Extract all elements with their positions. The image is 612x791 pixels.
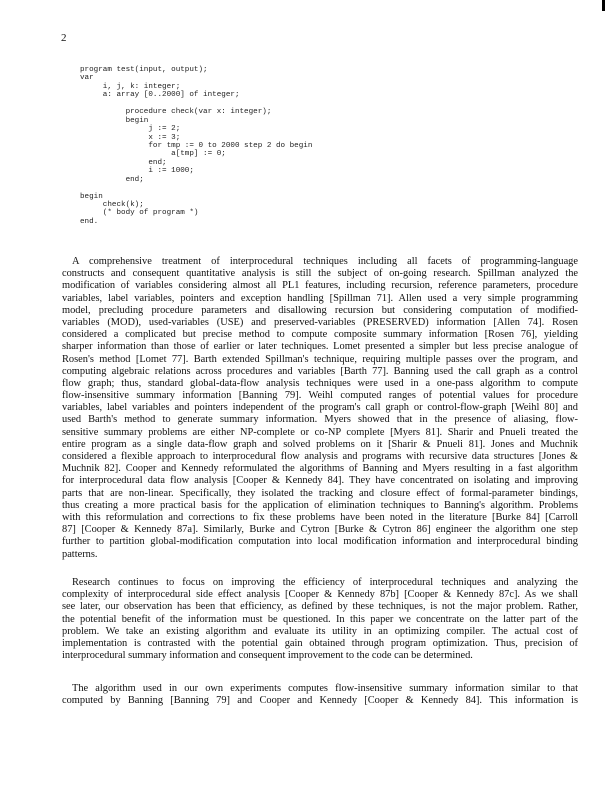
text-line: with this reformulation and corrections to fix these problems have been noted in the literature [Burke 84] [Carroll <box>62 511 578 523</box>
text-line: considered a complicated but precise method to compute composite summary information [Rosen 76], yielding <box>62 329 578 341</box>
text-line: variables, label variables and pointers independent of the program's call graph or control-flow-graph [Weihl 80] and <box>62 402 578 414</box>
text-line: variables (MOD), used-variables (USE) and preserved-variables (PRESERVED) information [Allen 74]. Rosen <box>62 316 578 328</box>
scan-mark <box>602 0 605 11</box>
text-line: further to partition global-modification computation into local modification information and interprocedural binding <box>62 536 578 548</box>
text-line: see later, our observation has been that efficiency, as defined by these techniques, is not the major problem. Rather, <box>62 601 578 613</box>
text-line: computed by Banning [Banning 79] and Cooper and Kennedy [Cooper & Kennedy 84]. This information is <box>62 695 578 707</box>
text-line: sharper information than those of earlier or later techniques. Lomet presented a simpler but less precise analogue of <box>62 341 578 353</box>
text-line: patterns. <box>62 548 98 560</box>
text-line: parts that are non-linear. Specifically, they isolated the tracking and closure effect of formal-parameter bindings, <box>62 487 578 499</box>
text-line: thus creating a more practical basis for the application of elimination techniques to Banning's algorithm. Problems <box>62 499 578 511</box>
code-line: begin <box>80 116 149 125</box>
paragraph-research-focus <box>62 577 578 662</box>
text-line: implementation is contrasted with the potential gain obtained through program optimization. Thus, precision of <box>62 637 578 649</box>
text-line: flow graph; thus, standard global-data-flow analysis techniques were used in a one-pass algorithm to compute <box>62 377 578 389</box>
code-line <box>80 100 312 108</box>
code-line: end. <box>80 217 99 226</box>
code-line: program test(input, output); <box>80 66 208 74</box>
text-line: interprocedural summary information and consequent improvement to the code can be determined. <box>62 650 473 662</box>
code-line: i, j, k: integer; <box>80 82 181 91</box>
text-line: 87] [Cooper & Kennedy 87a]. Similarly, Burke and Cytron [Burke & Cytron 86] engineer the algorithm one step <box>62 524 578 536</box>
page-number: 2 <box>61 32 67 44</box>
text-line: Research continues to focus on improving the efficiency of interprocedural techniques and analyzing the <box>72 577 578 588</box>
code-line: a: array [0..2000] of integer; <box>80 91 240 100</box>
code-line: for tmp := 0 to 2000 step 2 do begin <box>80 141 313 150</box>
text-line: constructs and consequent quantitative analysis is still the subject of on-going research. Spillman analyzed the <box>62 268 578 280</box>
code-line: begin <box>80 192 103 201</box>
code-line: procedure check(var x: integer); <box>80 108 272 117</box>
code-listing <box>80 66 312 226</box>
text-line: Rosen's method [Lomet 77]. Barth extended Spillman's technique, requiring multiple passes over the program, and <box>62 353 578 365</box>
code-line: (* body of program *) <box>80 209 199 218</box>
text-line: for interprocedural data flow analysis [Cooper & Kennedy 84]. They have concentrated on isolating and improving <box>62 475 578 487</box>
text-line: used Barth's method to generate summary information. Myers showed that in the presence of aliasing, flow- <box>62 414 578 426</box>
text-line: Muchnik 82]. Cooper and Kennedy reformulated the algorithms of Banning and Myers resulting in a fast algorithm <box>62 463 578 475</box>
code-line <box>80 184 312 192</box>
code-line: j := 2; <box>80 125 181 134</box>
text-line: The algorithm used in our own experiments computes flow-insensitive summary information similar to that <box>72 683 578 694</box>
text-line: the potential benefit of the information must be questioned. In this paper we concentrate on the latter part of the <box>62 613 578 625</box>
code-line: a[tmp] := 0; <box>80 150 226 159</box>
text-line: computing algebraic relations across procedures and variables [Barth 77]. Banning used the call graph as a control <box>62 365 578 377</box>
text-line: problem. We take an existing algorithm and evaluate its utility in an optimizing compiler. The actual cost of <box>62 625 578 637</box>
text-line: variables, label variables, pointers and exception handling [Spillman 71]. Allen used a very simple programming <box>62 292 578 304</box>
code-line: check(k); <box>80 201 144 209</box>
text-line: modification of variables considering almost all PL1 features, including recursion, reference parameters, procedure <box>62 280 578 292</box>
code-line: var <box>80 74 94 83</box>
code-line: end; <box>80 175 144 184</box>
text-line: considered a flexible approach to interprocedural flow analysis and programs with recursive data structures [Jones & <box>62 451 578 462</box>
code-line: i := 1000; <box>80 167 194 176</box>
code-line: end; <box>80 158 167 167</box>
text-line: model, precluding procedure parameters and disallowing recursion but considering computation of modified- <box>62 304 578 316</box>
text-line: sensitive summary problems are either NP-complete or co-NP complete [Myers 81]. Sharir and Pnueli treated the <box>62 426 578 438</box>
paragraph-related-work <box>62 256 578 561</box>
text-line: flow-insensitive summary information [Banning 79]. Weihl computed ranges of potential values for procedure <box>62 390 578 402</box>
text-line: complexity of interprocedural side effect analysis [Cooper & Kennedy 87b] [Cooper & Kennedy 87c]. As we shall <box>62 589 578 601</box>
text-line: A comprehensive treatment of interprocedural techniques including all facets of programming-language <box>72 256 578 267</box>
code-line: x := 3; <box>80 133 181 142</box>
text-line: entire program as a single data-flow graph and solved problems on it [Sharir & Pnueli 81]. Jones and Muchnik <box>62 438 578 450</box>
paragraph-algorithm <box>62 683 578 707</box>
